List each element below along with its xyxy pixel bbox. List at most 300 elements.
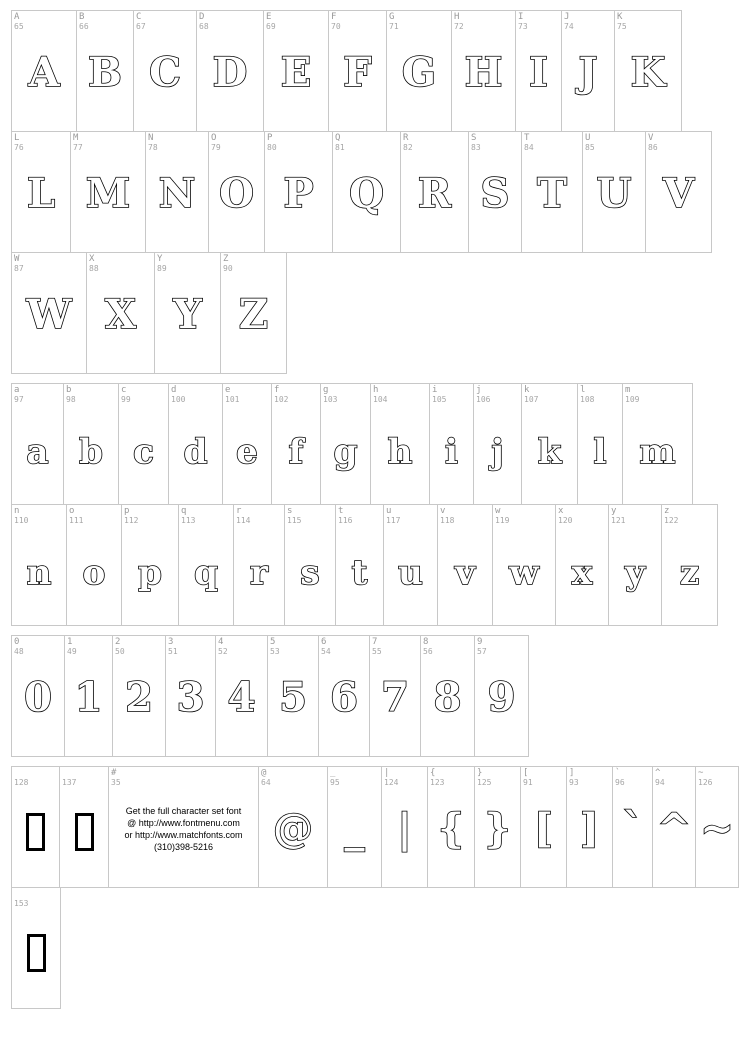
glyph-cell <box>612 766 653 888</box>
cell-character-label: @ <box>261 768 267 778</box>
cell-character-label: U <box>585 133 591 143</box>
cell-char-code: 57 <box>477 647 487 656</box>
glyph-cell <box>222 383 272 505</box>
glyph-cell <box>474 766 521 888</box>
missing-glyph-box <box>12 926 60 974</box>
cell-character-label: j <box>476 385 482 395</box>
cell-character-label: e <box>225 385 231 395</box>
cell-character-label: { <box>430 768 436 778</box>
cell-character-label: k <box>524 385 530 395</box>
glyph-cell <box>63 383 119 505</box>
cell-char-code: 52 <box>218 647 228 656</box>
glyph-sample: R <box>417 170 452 217</box>
glyph-sample: d <box>183 432 208 472</box>
cell-char-code: 75 <box>617 22 627 31</box>
cell-character-label: n <box>14 506 20 516</box>
glyph-sample: e <box>236 432 258 472</box>
glyph-sample: C <box>149 49 181 96</box>
cell-char-code: 120 <box>558 516 573 525</box>
glyph-cell <box>284 504 336 626</box>
cell-character-label: p <box>124 506 130 516</box>
glyph-cell <box>64 635 113 757</box>
cell-char-code: 72 <box>454 22 464 31</box>
glyph-cell <box>220 252 287 374</box>
cell-character-label: ` <box>615 768 621 778</box>
glyph-sample: h <box>387 432 413 472</box>
glyph-cell <box>86 252 155 374</box>
glyph-sample: 3 <box>176 674 205 721</box>
glyph-sample: G <box>401 49 437 96</box>
glyph-sample: ~ <box>700 805 734 852</box>
cell-character-label: M <box>73 133 79 143</box>
cell-character-label: | <box>384 768 390 778</box>
glyph-sample: ^ <box>657 805 691 852</box>
glyph-sample: W <box>26 291 72 338</box>
glyph-sample: Z <box>238 291 269 338</box>
glyph-sample: U <box>596 170 632 217</box>
cell-char-code: 80 <box>267 143 277 152</box>
glyph-sample: j <box>491 432 504 472</box>
cell-char-code: 86 <box>648 143 658 152</box>
glyph-sample: 7 <box>381 674 409 721</box>
cell-char-code: 116 <box>338 516 353 525</box>
glyph-sample: m <box>639 432 676 472</box>
glyph-cell <box>566 766 613 888</box>
glyph-cell <box>233 504 285 626</box>
cell-character-label: ~ <box>698 768 704 778</box>
glyph-sample: 2 <box>125 674 153 721</box>
cell-char-code: 91 <box>523 778 533 787</box>
cell-char-code: 48 <box>14 647 24 656</box>
cell-char-code: 102 <box>274 395 289 404</box>
glyph-cell <box>70 131 146 253</box>
promo-note-line: Get the full character set font <box>125 806 242 816</box>
glyph-cell <box>258 766 328 888</box>
cell-char-code: 35 <box>111 778 121 787</box>
cell-character-label: Z <box>223 254 229 264</box>
cell-character-label: Q <box>335 133 341 143</box>
cell-character-label: O <box>211 133 217 143</box>
cell-character-label: b <box>66 385 72 395</box>
promo-note-line: or http://www.matchfonts.com <box>124 830 243 840</box>
cell-character-label: N <box>148 133 154 143</box>
glyph-sample: O <box>219 170 254 217</box>
cell-char-code: 87 <box>14 264 24 273</box>
cell-char-code: 94 <box>655 778 665 787</box>
cell-char-code: 125 <box>477 778 492 787</box>
glyph-sample: y <box>625 553 645 593</box>
glyph-sample: _ <box>344 805 365 852</box>
glyph-cell <box>622 383 693 505</box>
cell-character-label: i <box>432 385 438 395</box>
cell-char-code: 84 <box>524 143 534 152</box>
cell-char-code: 112 <box>124 516 139 525</box>
cell-character-label: y <box>611 506 617 516</box>
glyph-sample: { <box>438 805 464 852</box>
glyph-sample: K <box>630 49 666 96</box>
glyph-cell <box>400 131 469 253</box>
glyph-cell <box>427 766 475 888</box>
cell-character-label: o <box>69 506 75 516</box>
cell-char-code: 98 <box>66 395 76 404</box>
cell-char-code: 108 <box>580 395 595 404</box>
cell-character-label: 4 <box>218 637 224 647</box>
cell-char-code: 153 <box>14 899 29 908</box>
cell-char-code: 66 <box>79 22 89 31</box>
glyph-sample: } <box>484 805 511 852</box>
glyph-cell <box>76 10 134 132</box>
glyph-sample: | <box>397 805 412 852</box>
glyph-sample: q <box>194 553 218 593</box>
cell-char-code: 128 <box>14 778 29 787</box>
glyph-sample: 4 <box>227 674 256 721</box>
cell-character-label: W <box>14 254 20 264</box>
glyph-cell <box>429 383 474 505</box>
cell-character-label: 2 <box>115 637 121 647</box>
glyph-cell <box>121 504 179 626</box>
glyph-cell <box>386 10 452 132</box>
cell-character-label: C <box>136 12 142 22</box>
cell-char-code: 123 <box>430 778 445 787</box>
promo-note <box>109 805 258 853</box>
glyph-cell <box>370 383 430 505</box>
glyph-cell <box>154 252 221 374</box>
cell-character-label: r <box>236 506 242 516</box>
glyph-sample: g <box>333 432 358 472</box>
glyph-sample: ] <box>580 805 599 852</box>
cell-char-code: 54 <box>321 647 331 656</box>
glyph-sample: t <box>351 553 368 593</box>
cell-character-label: z <box>664 506 670 516</box>
cell-char-code: 104 <box>373 395 388 404</box>
glyph-sample: 8 <box>433 674 462 721</box>
cell-character-label: 8 <box>423 637 429 647</box>
cell-character-label: } <box>477 768 483 778</box>
glyph-sample: r <box>250 553 268 593</box>
cell-char-code: 76 <box>14 143 24 152</box>
glyph-cell <box>11 131 71 253</box>
cell-char-code: 101 <box>225 395 240 404</box>
missing-glyph-box <box>60 805 108 853</box>
glyph-cell <box>196 10 264 132</box>
glyph-sample: x <box>571 553 593 593</box>
glyph-cell <box>582 131 646 253</box>
glyph-cell <box>11 766 60 888</box>
cell-char-code: 96 <box>615 778 625 787</box>
cell-character-label: d <box>171 385 177 395</box>
cell-character-label: ] <box>569 768 575 778</box>
glyph-sample: A <box>28 49 60 96</box>
cell-character-label: I <box>518 12 524 22</box>
glyph-sample: ` <box>622 805 643 852</box>
cell-char-code: 107 <box>524 395 539 404</box>
glyph-sample: p <box>138 553 162 593</box>
glyph-sample: D <box>212 49 248 96</box>
cell-character-label: w <box>495 506 501 516</box>
cell-char-code: 106 <box>476 395 491 404</box>
glyph-cell <box>118 383 169 505</box>
cell-character-label: c <box>121 385 127 395</box>
glyph-sample: 9 <box>487 674 516 721</box>
cell-character-label: 0 <box>14 637 20 647</box>
glyph-sample: [ <box>534 805 553 852</box>
cell-character-label: s <box>287 506 293 516</box>
promo-note-line: (310)398-5216 <box>153 842 214 852</box>
cell-character-label: x <box>558 506 564 516</box>
cell-char-code: 78 <box>148 143 158 152</box>
cell-char-code: 67 <box>136 22 146 31</box>
glyph-cell <box>473 383 522 505</box>
cell-character-label: V <box>648 133 654 143</box>
glyph-sample: H <box>464 49 503 96</box>
glyph-cell <box>614 10 682 132</box>
glyph-sample: @ <box>273 805 313 852</box>
cell-character-label: [ <box>523 768 529 778</box>
cell-character-label: f <box>274 385 280 395</box>
glyph-sample: P <box>283 170 314 217</box>
glyph-sample: 6 <box>330 674 358 721</box>
cell-character-label: q <box>181 506 187 516</box>
cell-character-label: P <box>267 133 273 143</box>
glyph-cell <box>437 504 493 626</box>
cell-char-code: 122 <box>664 516 679 525</box>
cell-char-code: 89 <box>157 264 167 273</box>
glyph-sample: i <box>445 432 458 472</box>
cell-char-code: 65 <box>14 22 24 31</box>
cell-char-code: 49 <box>67 647 77 656</box>
promo-note-line: @ http://www.fontmenu.com <box>127 818 240 828</box>
cell-char-code: 121 <box>611 516 626 525</box>
cell-char-code: 73 <box>518 22 528 31</box>
glyph-cell <box>381 766 428 888</box>
glyph-cell <box>215 635 268 757</box>
glyph-sample: L <box>26 170 56 217</box>
glyph-sample: N <box>158 170 196 217</box>
glyph-cell <box>263 10 329 132</box>
glyph-cell <box>369 635 421 757</box>
cell-character-label: g <box>323 385 329 395</box>
cell-char-code: 111 <box>69 516 84 525</box>
glyph-cell <box>133 10 197 132</box>
cell-char-code: 77 <box>73 143 83 152</box>
cell-char-code: 71 <box>389 22 399 31</box>
glyph-cell <box>11 635 65 757</box>
cell-character-label: v <box>440 506 446 516</box>
glyph-sample: F <box>343 49 372 96</box>
glyph-cell <box>271 383 321 505</box>
cell-character-label: 1 <box>67 637 73 647</box>
glyph-cell <box>318 635 370 757</box>
cell-character-label: G <box>389 12 395 22</box>
cell-character-label: J <box>564 12 570 22</box>
cell-character-label: B <box>79 12 85 22</box>
cell-character-label: H <box>454 12 460 22</box>
cell-char-code: 103 <box>323 395 338 404</box>
glyph-sample: u <box>398 553 423 593</box>
cell-char-code: 114 <box>236 516 251 525</box>
cell-character-label: 3 <box>168 637 174 647</box>
cell-character-label: F <box>331 12 337 22</box>
cell-char-code: 118 <box>440 516 455 525</box>
glyph-cell <box>645 131 712 253</box>
cell-character-label: T <box>524 133 530 143</box>
cell-char-code: 83 <box>471 143 481 152</box>
glyph-sample: 0 <box>24 674 52 721</box>
cell-character-label: ^ <box>655 768 661 778</box>
glyph-cell <box>165 635 216 757</box>
glyph-sample: a <box>26 432 49 472</box>
cell-character-label: _ <box>330 768 336 778</box>
cell-char-code: 85 <box>585 143 595 152</box>
glyph-cell <box>267 635 319 757</box>
cell-char-code: 119 <box>495 516 510 525</box>
glyph-sample: M <box>85 170 131 217</box>
glyph-cell <box>521 131 583 253</box>
cell-character-label: 5 <box>270 637 276 647</box>
glyph-sample: Q <box>349 170 384 217</box>
cell-char-code: 88 <box>89 264 99 273</box>
cell-char-code: 51 <box>168 647 178 656</box>
cell-char-code: 126 <box>698 778 713 787</box>
cell-character-label: Y <box>157 254 163 264</box>
cell-char-code: 68 <box>199 22 209 31</box>
glyph-sample: Y <box>173 291 202 338</box>
glyph-cell <box>66 504 122 626</box>
cell-character-label: l <box>580 385 586 395</box>
cell-character-label: h <box>373 385 379 395</box>
glyph-cell <box>420 635 475 757</box>
glyph-cell <box>108 766 259 888</box>
cell-char-code: 53 <box>270 647 280 656</box>
cell-character-label: E <box>266 12 272 22</box>
cell-character-label: S <box>471 133 477 143</box>
glyph-cell <box>335 504 384 626</box>
cell-char-code: 110 <box>14 516 29 525</box>
glyph-cell <box>145 131 209 253</box>
glyph-cell <box>168 383 223 505</box>
cell-char-code: 64 <box>261 778 271 787</box>
cell-char-code: 56 <box>423 647 433 656</box>
glyph-cell <box>555 504 609 626</box>
cell-character-label: m <box>625 385 631 395</box>
glyph-cell <box>320 383 371 505</box>
glyph-cell <box>59 766 109 888</box>
glyph-cell <box>11 10 77 132</box>
glyph-cell <box>520 766 567 888</box>
glyph-sample: 1 <box>74 674 103 721</box>
cell-char-code: 93 <box>569 778 579 787</box>
cell-character-label: A <box>14 12 20 22</box>
glyph-cell <box>661 504 718 626</box>
glyph-cell <box>327 766 382 888</box>
cell-char-code: 70 <box>331 22 341 31</box>
cell-character-label: K <box>617 12 623 22</box>
cell-char-code: 137 <box>62 778 77 787</box>
glyph-cell <box>474 635 529 757</box>
cell-character-label: u <box>386 506 392 516</box>
glyph-sample: E <box>280 49 312 96</box>
missing-glyph-box <box>12 805 59 853</box>
glyph-cell <box>521 383 578 505</box>
glyph-sample: T <box>537 170 567 217</box>
glyph-cell <box>11 383 64 505</box>
glyph-cell <box>451 10 516 132</box>
cell-char-code: 81 <box>335 143 345 152</box>
glyph-cell <box>332 131 401 253</box>
cell-char-code: 69 <box>266 22 276 31</box>
cell-character-label: # <box>111 768 117 778</box>
glyph-sample: S <box>480 170 510 217</box>
cell-char-code: 74 <box>564 22 574 31</box>
cell-character-label: R <box>403 133 409 143</box>
glyph-cell <box>112 635 166 757</box>
glyph-sample: l <box>593 432 607 472</box>
glyph-cell <box>468 131 522 253</box>
cell-char-code: 82 <box>403 143 413 152</box>
cell-character-label: X <box>89 254 95 264</box>
glyph-sample: w <box>509 553 539 593</box>
cell-char-code: 50 <box>115 647 125 656</box>
glyph-cell <box>492 504 556 626</box>
cell-character-label: L <box>14 133 20 143</box>
glyph-cell <box>608 504 662 626</box>
cell-character-label: D <box>199 12 205 22</box>
glyph-cell <box>561 10 615 132</box>
cell-char-code: 124 <box>384 778 399 787</box>
glyph-sample: X <box>104 291 137 338</box>
cell-character-label: 7 <box>372 637 378 647</box>
glyph-cell <box>208 131 265 253</box>
cell-char-code: 90 <box>223 264 233 273</box>
cell-char-code: 105 <box>432 395 447 404</box>
glyph-cell <box>383 504 438 626</box>
cell-char-code: 95 <box>330 778 340 787</box>
glyph-cell <box>264 131 333 253</box>
glyph-sample: k <box>537 432 562 472</box>
cell-character-label: 6 <box>321 637 327 647</box>
glyph-sample: V <box>662 170 695 217</box>
glyph-sample: 5 <box>279 674 307 721</box>
glyph-cell <box>515 10 562 132</box>
cell-char-code: 115 <box>287 516 302 525</box>
cell-char-code: 117 <box>386 516 401 525</box>
glyph-cell <box>11 887 61 1009</box>
glyph-sample: z <box>679 553 700 593</box>
glyph-cell <box>178 504 234 626</box>
glyph-sample: o <box>82 553 106 593</box>
glyph-sample: B <box>88 49 122 96</box>
glyph-sample: c <box>133 432 154 472</box>
cell-char-code: 97 <box>14 395 24 404</box>
glyph-cell <box>695 766 739 888</box>
glyph-sample: s <box>300 553 320 593</box>
cell-character-label: 9 <box>477 637 483 647</box>
glyph-sample: f <box>288 432 304 472</box>
glyph-cell <box>11 504 67 626</box>
glyph-sample: I <box>529 49 548 96</box>
glyph-sample: J <box>578 49 598 96</box>
glyph-sample: n <box>26 553 52 593</box>
glyph-cell <box>652 766 696 888</box>
cell-char-code: 79 <box>211 143 221 152</box>
cell-char-code: 100 <box>171 395 186 404</box>
glyph-cell <box>577 383 623 505</box>
cell-character-label: a <box>14 385 20 395</box>
glyph-sample: b <box>79 432 103 472</box>
cell-char-code: 55 <box>372 647 382 656</box>
cell-char-code: 99 <box>121 395 131 404</box>
glyph-sample: v <box>455 553 475 593</box>
